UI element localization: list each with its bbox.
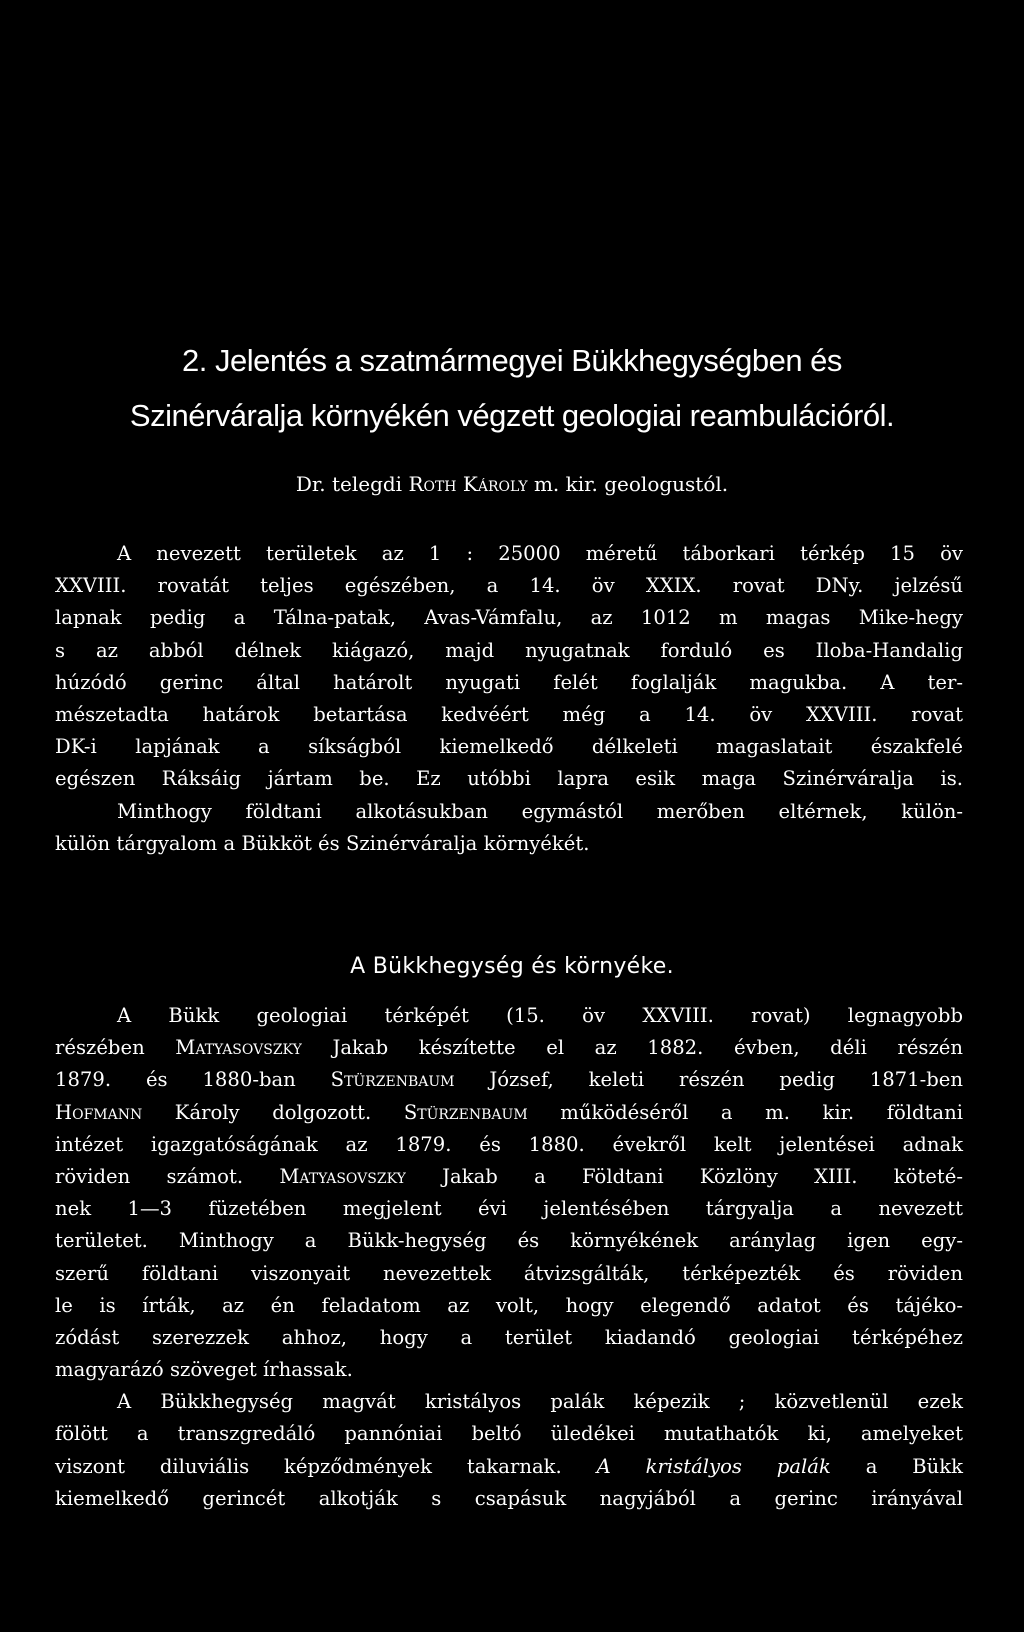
text-line: A Bükkhegység magvát kristályos palák képezik ; közvetlenül ezek <box>117 1390 963 1414</box>
section-heading: A Bükkhegység és környéke. <box>350 954 674 979</box>
text-line: külön tárgyalom a Bükköt és Szinérváralja környékét. <box>55 831 590 855</box>
text-line: fölött a transzgredáló pannóniai beltó üledékei mutathatók ki, amelyeket <box>55 1422 963 1446</box>
text-line: viszont diluviális képződmények takarnak. A kristályos palák a Bükk <box>55 1454 963 1478</box>
intro-paragraph <box>55 538 963 860</box>
author-name: Matyasovszky <box>175 1036 302 1060</box>
text-line: röviden számot. Matyasovszky Jakab a Földtani Közlöny XIII. köteté- <box>55 1164 963 1188</box>
title-line-1: 2. Jelentés a szatmármegyei Bükkhegységben és <box>182 343 842 378</box>
text-line: nek 1—3 füzetében megjelent évi jelentésében tárgyalja a nevezett <box>55 1197 963 1221</box>
text-line: le is írták, az én feladatom az volt, hogy elegendő adatot és tájéko- <box>55 1293 963 1317</box>
author-given-name: Károly <box>462 472 528 496</box>
text-line: intézet igazgatóságának az 1879. és 1880. évekről kelt jelentései adnak <box>55 1132 963 1156</box>
author-name: Stürzenbaum <box>403 1100 528 1124</box>
text-line: magyarázó szöveget írhassak. <box>55 1358 353 1382</box>
text-line: területet. Minthogy a Bükk-hegység és környékének aránylag igen egy- <box>55 1229 963 1253</box>
emphasized-term: A kristályos palák <box>596 1454 831 1478</box>
text-line: A Bükk geologiai térképét (15. öv XXVIII. rovat) legnagyobb <box>117 1004 963 1027</box>
title-line-2: Szinérváralja környékén végzett geologiai reambulációról. <box>129 398 895 433</box>
text-line: húzódó gerinc által határolt nyugati felét foglalják magukba. A ter- <box>55 670 963 694</box>
text-line: XXVIII. rovatát teljes egészében, a 14. öv XXIX. rovat DNy. jelzésű <box>55 574 963 598</box>
text-line: 1879. és 1880-ban Stürzenbaum József, keleti részén pedig 1871-ben <box>55 1068 963 1092</box>
text-line: s az abból délnek kiágazó, majd nyugatnak forduló es Iloba-Handalig <box>55 638 963 662</box>
text-line: mészetadta határok betartása kedvéért még a 14. öv XXVIII. rovat <box>55 702 963 726</box>
text-line: A nevezett területek az 1 : 25000 méretű táborkari térkép 15 öv <box>117 542 963 565</box>
article-title <box>80 333 944 443</box>
text-line: részében Matyasovszky Jakab készítette el az 1882. évben, déli részén <box>55 1036 964 1060</box>
text-line: egészen Ráksáig jártam be. Ez utóbbi lapra esik maga Szinérváralja is. <box>55 767 963 791</box>
author-byline: Dr. telegdi Roth Károly m. kir. geologustól. <box>295 472 729 496</box>
author-name: Matyasovszky <box>279 1164 406 1188</box>
text-line: Hofmann Károly dolgozott. Stürzenbaum működéséről a m. kir. földtani <box>55 1100 963 1124</box>
author-name: Hofmann <box>55 1100 143 1124</box>
author-surname: Roth <box>408 472 457 496</box>
text-line: Minthogy földtani alkotásukban egymástól merőben eltérnek, külön- <box>117 799 963 823</box>
text-line: lapnak pedig a Tálna-patak, Avas-Vámfalu, az 1012 m magas Mike-hegy <box>55 606 963 630</box>
text-line: zódást szerezzek ahhoz, hogy a terület kiadandó geologiai térképéhez <box>55 1325 963 1349</box>
text-line: szerű földtani viszonyait nevezettek átvizsgálták, térképezték és röviden <box>55 1261 963 1285</box>
text-line: DK-i lapjának a síkságból kiemelkedő délkeleti magaslatait északfelé <box>55 735 963 759</box>
author-name: Stürzenbaum <box>330 1068 455 1092</box>
text-line: kiemelkedő gerincét alkotják s csapásuk nagyjából a gerinc irányával <box>55 1486 963 1510</box>
section-paragraphs <box>55 1000 963 1515</box>
